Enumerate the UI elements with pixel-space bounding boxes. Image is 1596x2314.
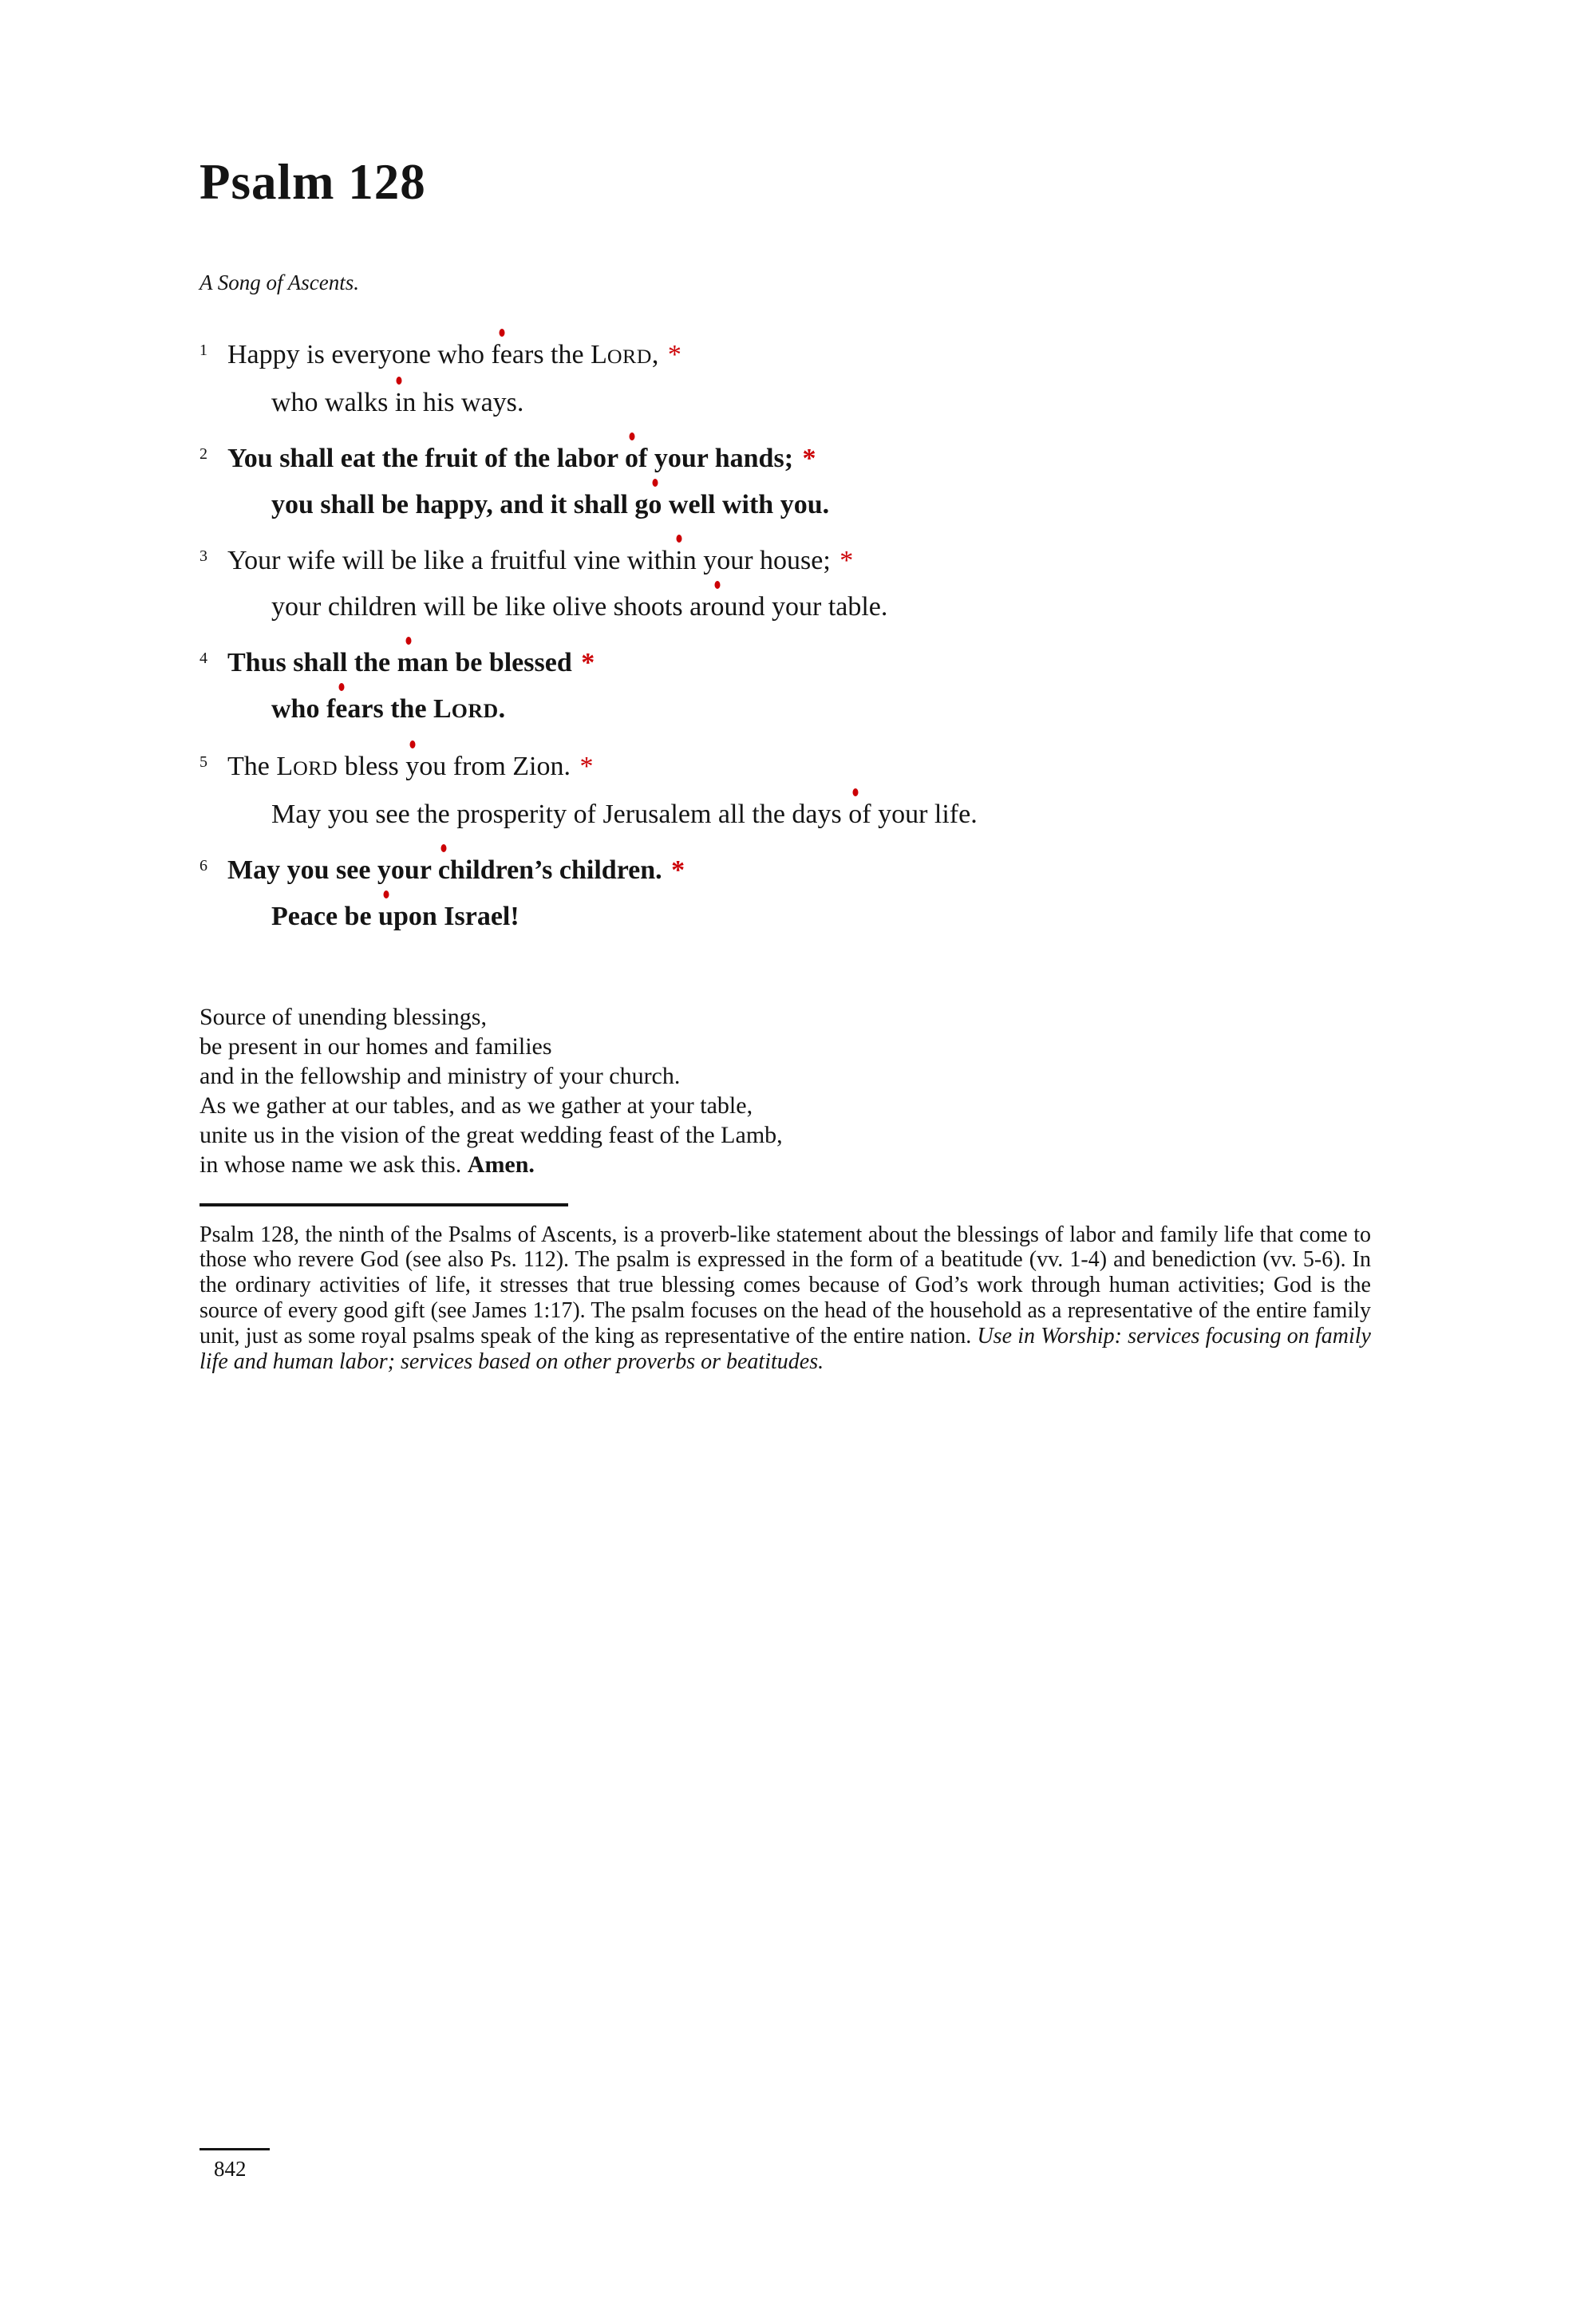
pointed-syllable: u	[378, 902, 393, 931]
chant-point-dot	[396, 377, 401, 385]
pointed-syllable: o	[648, 490, 662, 519]
chant-point-dot	[676, 535, 681, 543]
verse-line	[200, 894, 1373, 940]
verse-text: who walks	[271, 387, 395, 417]
verse-line	[200, 533, 1373, 584]
commentary-divider-rule	[200, 1203, 568, 1206]
prayer-line: be present in our homes and families	[200, 1033, 552, 1060]
page-content	[200, 0, 1373, 1374]
verse-line	[200, 327, 1373, 380]
divine-name: LORD	[591, 339, 652, 369]
commentary-use-in-worship: Use in Worship: services focusing on family life and human labor; services based on other proverbs or beatitudes.	[200, 1323, 1371, 1374]
divine-name: LORD	[433, 693, 499, 724]
verse-text: an be blessed	[419, 647, 579, 677]
pointed-syllable: fe	[491, 340, 512, 369]
psalm-verse-1	[200, 327, 1373, 426]
chant-point-dot	[652, 479, 658, 487]
verse-line	[200, 584, 1373, 630]
prayer-line: and in the fellowship and ministry of your church.	[200, 1062, 681, 1089]
commentary	[200, 1222, 1371, 1375]
verse-line	[200, 380, 1373, 426]
verse-text: you shall be happy, and it shall g	[271, 489, 649, 519]
verse-text: n your house;	[682, 545, 838, 575]
page-number: 842	[214, 2157, 247, 2181]
psalm-rubric: A Song of Ascents.	[200, 270, 359, 294]
pointed-syllable: i	[395, 388, 402, 417]
psalm-title: Psalm 128	[200, 154, 426, 210]
verse-text: Happy is everyone who	[227, 339, 492, 369]
pointed-syllable: y	[405, 752, 419, 781]
psalm-verse-2	[200, 431, 1373, 528]
verse-number: 2	[200, 444, 207, 463]
verse-text: Thus shall the	[227, 647, 397, 677]
verse-number: 4	[200, 649, 207, 667]
verse-text: und your table.	[724, 591, 888, 622]
verse-text: f your life.	[862, 799, 978, 829]
prayer-line: in whose name we ask this. Amen.	[200, 1151, 535, 1178]
verse-text: well with you.	[662, 489, 830, 519]
pointed-syllable: i	[675, 546, 682, 575]
chant-asterisk: *	[581, 647, 595, 677]
psalm-verse-6	[200, 843, 1373, 940]
verse-text: You shall eat the fruit of the labor	[227, 443, 626, 473]
verse-number: 1	[200, 341, 207, 359]
verse-text: ars the	[512, 339, 591, 369]
chant-point-dot	[409, 740, 415, 748]
verse-line	[200, 431, 1373, 482]
verse-text: The	[227, 751, 277, 781]
divine-name-small-caps: ORD	[606, 344, 652, 368]
verse-text: May you see your	[227, 855, 438, 885]
chant-point-dot	[405, 637, 411, 645]
verse-number: 3	[200, 547, 207, 565]
verse-text: May you see the prosperity of Jerusalem all the days	[271, 799, 849, 829]
verse-line	[200, 792, 1373, 838]
chant-point-dot	[338, 683, 344, 691]
footer-rule	[200, 2148, 270, 2150]
chant-point-dot	[852, 788, 858, 796]
psalm-verse-5	[200, 739, 1373, 838]
chant-point-dot	[629, 432, 634, 440]
pointed-syllable: o	[625, 444, 638, 473]
pointed-syllable: o	[711, 592, 725, 622]
prayer-line: Source of unending blessings,	[200, 1003, 487, 1030]
chant-point-dot	[441, 844, 447, 852]
pointed-syllable: m	[397, 648, 420, 677]
chant-point-dot	[715, 581, 721, 589]
divine-name: LORD	[276, 751, 338, 781]
prayer-line: unite us in the vision of the great wedding feast of the Lamb,	[200, 1121, 783, 1148]
pointed-syllable: e	[335, 694, 347, 724]
chant-asterisk: *	[671, 855, 685, 885]
verse-text: hildren’s children.	[449, 855, 670, 885]
verse-text: Your wife will be like a fruitful vine with	[227, 545, 676, 575]
prayer-line: As we gather at our tables, and as we gather at your table,	[200, 1092, 753, 1119]
chant-point-dot	[499, 329, 504, 337]
psalm-verse-4	[200, 635, 1373, 734]
verse-line	[200, 482, 1373, 528]
chant-asterisk: *	[802, 443, 816, 473]
divine-name-small-caps: ORD	[293, 756, 338, 780]
verse-text: who f	[271, 693, 336, 724]
chant-asterisk: *	[579, 751, 594, 781]
verse-text: pon Israel!	[393, 901, 519, 931]
chant-asterisk: *	[667, 339, 681, 369]
chant-asterisk: *	[839, 545, 854, 575]
verse-text: .	[498, 693, 506, 724]
page-footer	[200, 2148, 270, 2182]
verse-line	[200, 686, 1373, 734]
verse-text: n his ways.	[402, 387, 524, 417]
chant-point-dot	[383, 890, 389, 898]
verse-text: ,	[651, 339, 666, 369]
pointed-syllable: c	[438, 855, 450, 885]
verse-text: Peace be	[271, 901, 379, 931]
verse-text: bless	[338, 751, 406, 781]
verse-number: 6	[200, 856, 207, 875]
psalm-verses	[200, 327, 1373, 940]
verse-text: your children will be like olive shoots ar	[271, 591, 711, 622]
verse-line	[200, 739, 1373, 792]
commentary-text: Psalm 128, the ninth of the Psalms of Ascents, is a proverb-like statement about the blessings of labor and family life that come to those who revere God (see also Ps. 112). The psalm is expressed in the form of a beatitude (vv. 1-4) and benediction (vv. 5-6). In the ordinary activities of life, it stresses that true blessing comes because of God’s work through human activities; God is the source of every good gift (see James 1:17). The psalm focuses on the head of the household as a representative of the entire family unit, just as some royal psalms speak of the king as representative of the entire nation.	[200, 1222, 1371, 1349]
verse-text: ou from Zion.	[419, 751, 578, 781]
pointed-syllable: o	[848, 800, 862, 829]
verse-line	[200, 843, 1373, 894]
verse-number: 5	[200, 752, 207, 771]
prayer	[200, 1002, 1373, 1179]
divine-name-small-caps: ORD	[451, 698, 499, 722]
prayer-amen: Amen.	[467, 1151, 535, 1178]
psalm-verse-3	[200, 533, 1373, 630]
verse-text: ars the	[347, 693, 434, 724]
verse-text: f your hands;	[638, 443, 800, 473]
verse-line	[200, 635, 1373, 686]
